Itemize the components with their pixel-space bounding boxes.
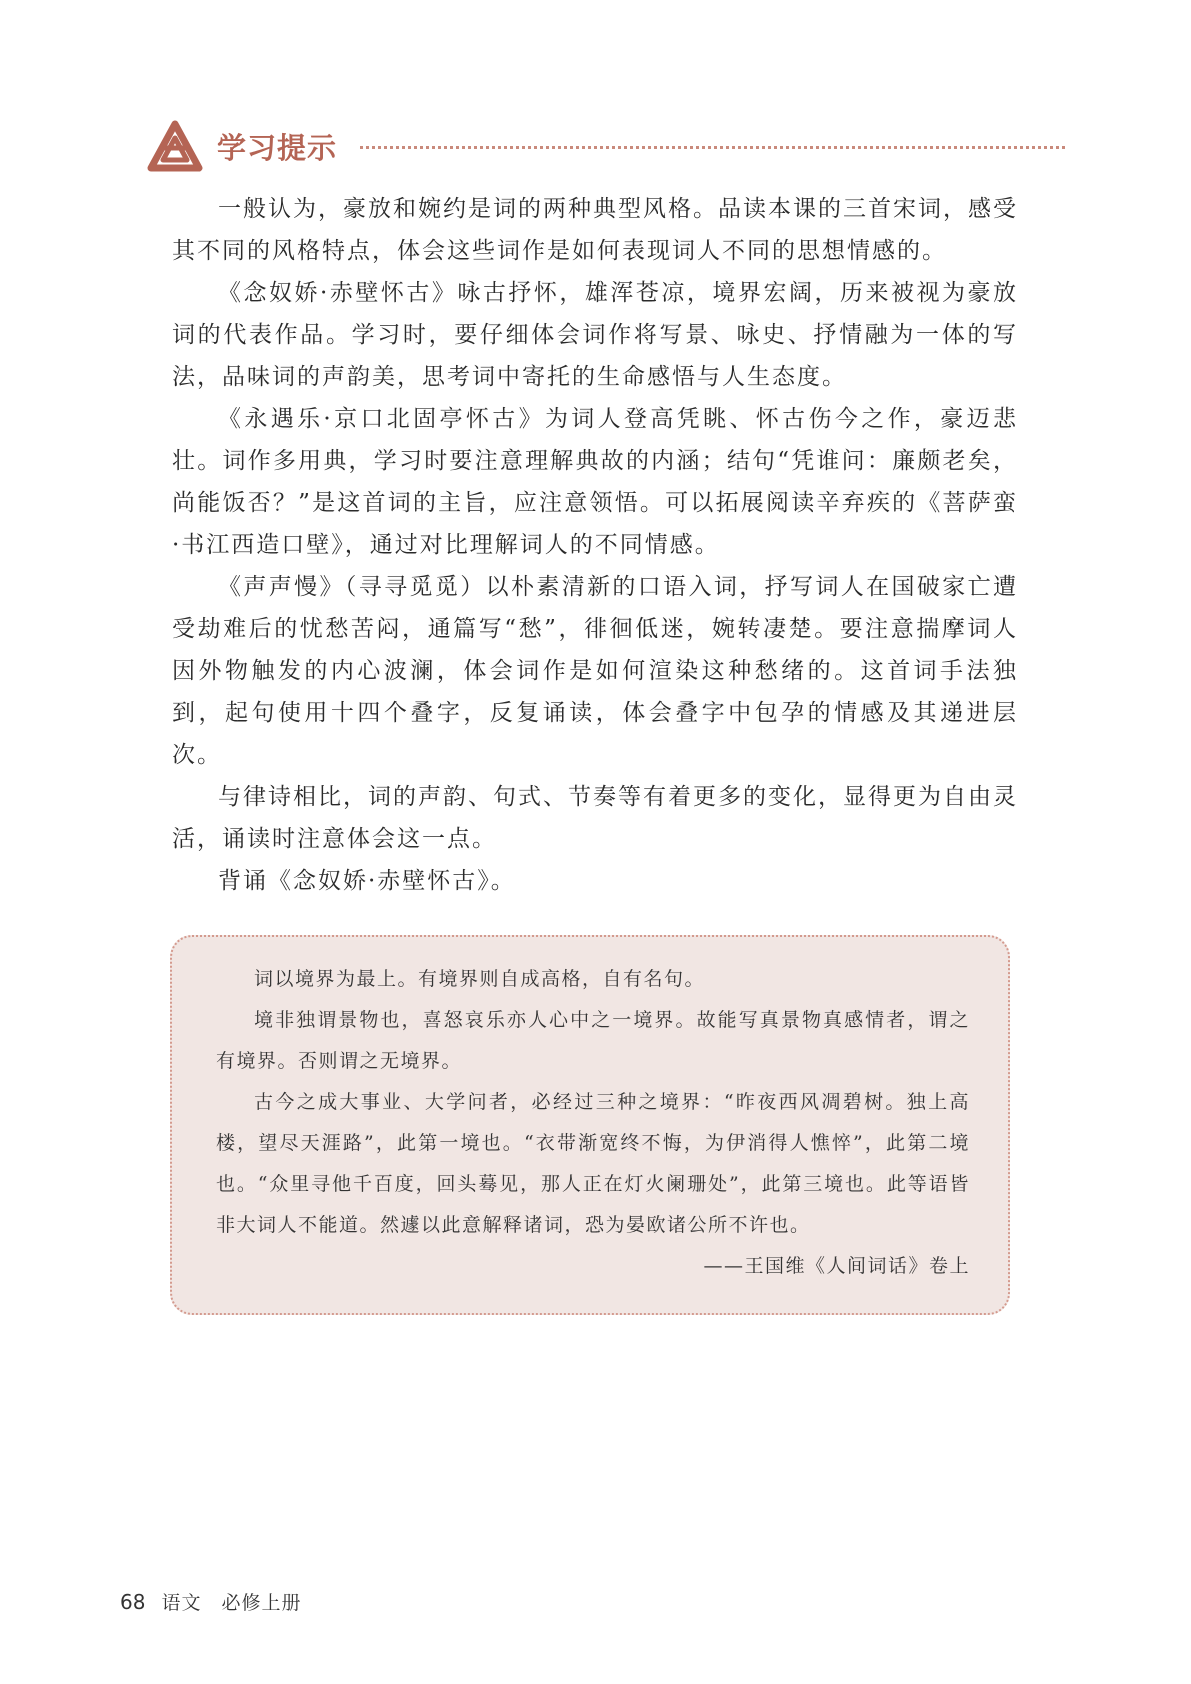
quote-source: ——王国维《人间词话》卷上 xyxy=(703,1255,970,1277)
section-title: 学习提示 xyxy=(217,131,338,165)
quote-paragraph: 境非独谓景物也，喜怒哀乐亦人心中之一境界。故能写真景物真感情者，谓之有境界。否则谓之无境界。 xyxy=(216,1009,970,1072)
paragraph: 与律诗相比，词的声韵、句式、节奏等有着更多的变化，显得更为自由灵活，诵读时注意体会这一点。 xyxy=(172,784,1018,852)
header-dotted-rule xyxy=(360,146,1065,149)
quote-paragraph: 古今之成大事业、大学问者，必经过三种之境界：“昨夜西风凋碧树。独上高楼，望尽天涯路”，此第一境也。“衣带渐宽终不悔，为伊消得人憔悴”，此第二境也。“众里寻他千百度，回头蓦见，那人正在灯火阑珊处”，此第三境也。此等语皆非大词人不能道。然遽以此意解释诸词，恐为晏欧诸公所不许也。 xyxy=(216,1091,970,1236)
paragraph: 《声声慢》（寻寻觅觅）以朴素清新的口语入词，抒写词人在国破家亡遭受劫难后的忧愁苦闷，通篇写“愁”，徘徊低迷，婉转凄楚。要注意揣摩词人因外物触发的内心波澜，体会词作是如何渲染这种愁绪的。这首词手法独到，起句使用十四个叠字，反复诵读，体会叠字中包孕的情感及其递进层次。 xyxy=(172,574,1018,768)
page-number: 68 xyxy=(120,1590,146,1614)
quote-paragraph: 词以境界为最上。有境界则自成高格，自有名句。 xyxy=(254,968,706,990)
quote-box xyxy=(170,935,1010,1315)
paragraph: 一般认为，豪放和婉约是词的两种典型风格。品读本课的三首宋词，感受其不同的风格特点，体会这些词作是如何表现词人不同的思想情感的。 xyxy=(172,196,1018,264)
paragraph: 《永遇乐·京口北固亭怀古》为词人登高凭眺、怀古伤今之作，豪迈悲壮。词作多用典，学习时要注意理解典故的内涵；结句“凭谁问：廉颇老矣，尚能饭否？”是这首词的主旨，应注意领悟。可以拓展阅读辛弃疾的《菩萨蛮·书江西造口壁》，通过对比理解词人的不同情感。 xyxy=(172,406,1018,558)
triangle-knot-logo-icon xyxy=(145,118,205,178)
paragraph: 背诵《念奴娇·赤壁怀古》。 xyxy=(218,868,516,894)
book-title: 语文 必修上册 xyxy=(161,1592,302,1614)
study-tips-body xyxy=(172,188,1018,902)
section-header xyxy=(145,118,1065,178)
paragraph: 《念奴娇·赤壁怀古》咏古抒怀，雄浑苍凉，境界宏阔，历来被视为豪放词的代表作品。学习时，要仔细体会词作将写景、咏史、抒情融为一体的写法，品味词的声韵美，思考词中寄托的生命感悟与人生态度。 xyxy=(172,280,1018,390)
page-footer xyxy=(120,1588,302,1617)
